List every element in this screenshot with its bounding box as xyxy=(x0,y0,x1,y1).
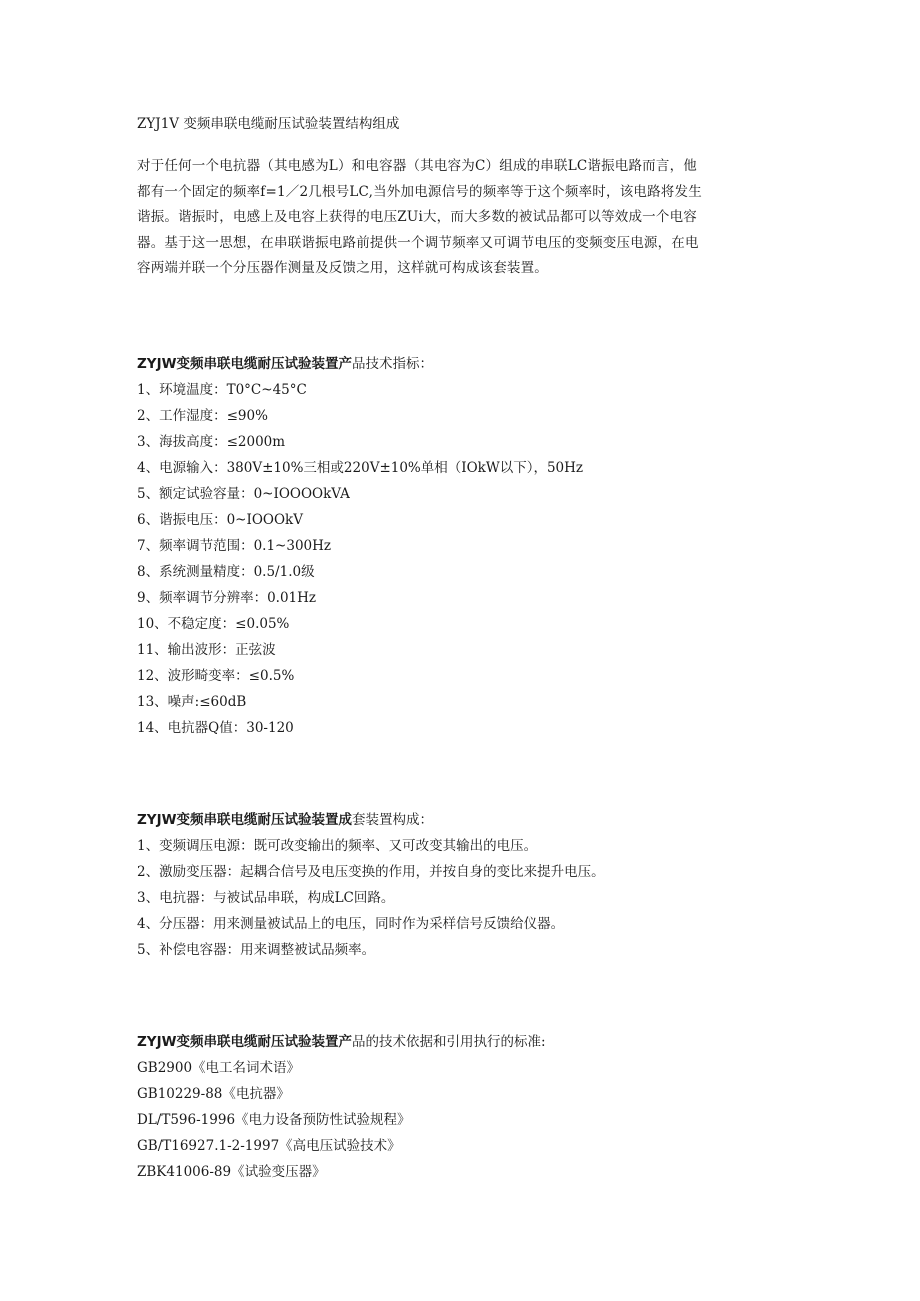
composition-heading-bold: ZYJW变频串联电缆耐压试验装置成 xyxy=(137,811,352,828)
composition-item: 4、分压器：用来测量被试品上的电压，同时作为采样信号反馈给仪器。 xyxy=(137,915,565,932)
standards-heading-rest: 品的技术依据和引用执行的标准: xyxy=(351,1033,546,1050)
standards-section xyxy=(137,1029,787,1185)
standards-heading-bold: ZYJW变频串联电缆耐压试验装置产 xyxy=(137,1033,352,1050)
spec-item: 8、系统测量精度：0.5/1.0级 xyxy=(137,563,315,580)
composition-item: 2、激励变压器：起耦合信号及电压变换的作用，并按自身的变比来提升电压。 xyxy=(137,863,605,880)
standard-item: GB10229-88《电抗器》 xyxy=(137,1085,290,1102)
intro-line: 都有一个固定的频率f=1／2几根号LC,当外加电源信号的频率等于这个频率时，该电路将发生 xyxy=(137,183,702,200)
spec-item: 1、环境温度：T0°C~45°C xyxy=(137,381,307,398)
composition-item: 1、变频调压电源：既可改变输出的频率、又可改变其输出的电压。 xyxy=(137,837,538,854)
spec-item: 12、波形畸变率：≤0.5% xyxy=(137,667,295,684)
intro-line: 器。基于这一思想，在串联谐振电路前提供一个调节频率又可调节电压的变频变压电源，在电 xyxy=(137,234,699,251)
document-page xyxy=(137,112,787,1185)
specs-section xyxy=(137,351,787,741)
spec-item: 9、频率调节分辨率：0.01Hz xyxy=(137,589,317,606)
intro-paragraph xyxy=(137,154,787,282)
composition-item: 5、补偿电容器：用来调整被试品频率。 xyxy=(137,941,376,958)
standard-item: GB2900《电工名词术语》 xyxy=(137,1059,301,1076)
specs-heading-rest: 品技术指标： xyxy=(351,355,433,372)
intro-line: 对于任何一个电抗器（其电感为L）和电容器（其电容为C）组成的串联LC谐振电路而言，他 xyxy=(137,158,697,174)
spec-item: 14、电抗器Q值：30-120 xyxy=(137,719,294,736)
spec-item: 3、海拔高度：≤2000m xyxy=(137,433,286,450)
composition-item: 3、电抗器：与被试品串联，构成LC回路。 xyxy=(137,889,395,906)
standard-item: DL/T596-1996《电力设备预防性试验规程》 xyxy=(137,1111,411,1128)
spec-item: 2、工作湿度：≤90% xyxy=(137,407,268,424)
intro-line: 谐振。谐振时，电感上及电容上获得的电压ZUi大，而大多数的被试品都可以等效成一个电容 xyxy=(137,209,697,225)
spec-item: 7、频率调节范围：0.1~300Hz xyxy=(137,537,332,554)
intro-line: 容两端并联一个分压器作测量及反馈之用，这样就可构成该套装置。 xyxy=(137,260,548,276)
spec-item: 13、噪声:≤60dB xyxy=(137,693,247,710)
standards-heading xyxy=(137,1029,787,1055)
composition-section xyxy=(137,807,787,963)
document-title: ZYJ1V 变频串联电缆耐压试验装置结构组成 xyxy=(137,116,400,132)
composition-heading-rest: 套装置构成： xyxy=(351,811,433,828)
spec-item: 4、电源输入：380V±10%三相或220V±10%单相（IOkW以下），50Hz xyxy=(137,459,584,476)
spec-item: 6、谐振电压：0~IOOOkV xyxy=(137,511,303,528)
spec-item: 5、额定试验容量：0~IOOOOkVA xyxy=(137,485,350,502)
composition-heading xyxy=(137,807,787,833)
spec-item: 11、输出波形：正弦波 xyxy=(137,641,276,658)
spec-item: 10、不稳定度：≤0.05% xyxy=(137,615,290,632)
standard-item: ZBK41006-89《试验变压器》 xyxy=(137,1163,326,1180)
specs-heading xyxy=(137,351,787,377)
standard-item: GB/T16927.1-2-1997《高电压试验技术》 xyxy=(137,1137,401,1154)
specs-heading-bold: ZYJW变频串联电缆耐压试验装置产 xyxy=(137,355,352,372)
